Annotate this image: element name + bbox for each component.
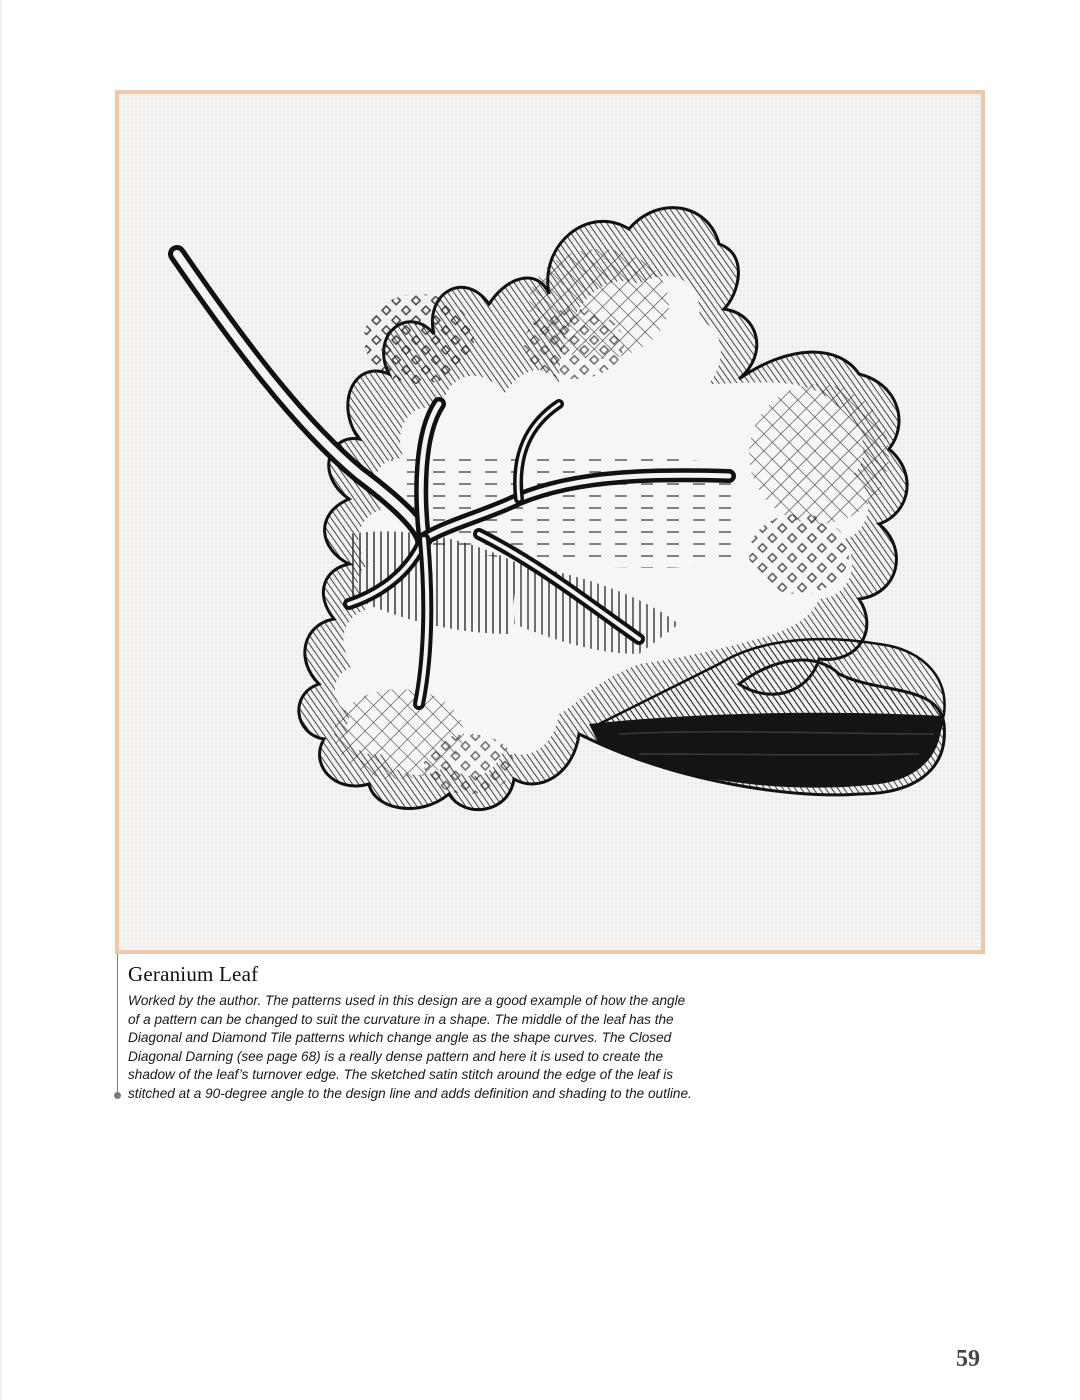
caption-line: Diagonal and Diamond Tile patterns which change angle as the shape curves. The Closed xyxy=(128,1030,672,1045)
caption-title: Geranium Leaf xyxy=(128,962,259,986)
caption-line: stitched at a 90-degree angle to the design line and adds definition and shading to the outline. xyxy=(128,1085,692,1101)
page-number: 59 xyxy=(956,1346,980,1372)
caption-line: Diagonal Darning (see page 68) is a really dense pattern and here it is used to create the xyxy=(128,1048,664,1064)
caption-line: shadow of the leaf’s turnover edge. The sketched satin stitch around the edge of the leaf is xyxy=(128,1067,674,1082)
caption-line: of a pattern can be changed to suit the curvature in a shape. The middle of the leaf has the xyxy=(128,1011,674,1027)
caption-rule-dot xyxy=(114,1092,121,1099)
geranium-leaf-illustration xyxy=(119,94,981,950)
page-edge xyxy=(0,0,2,1400)
caption-rule xyxy=(117,954,118,1096)
embroidery-photo xyxy=(115,90,985,954)
caption-body xyxy=(128,992,728,1103)
caption-line: Worked by the author. The patterns used in this design are a good example of how the angle xyxy=(128,993,686,1008)
